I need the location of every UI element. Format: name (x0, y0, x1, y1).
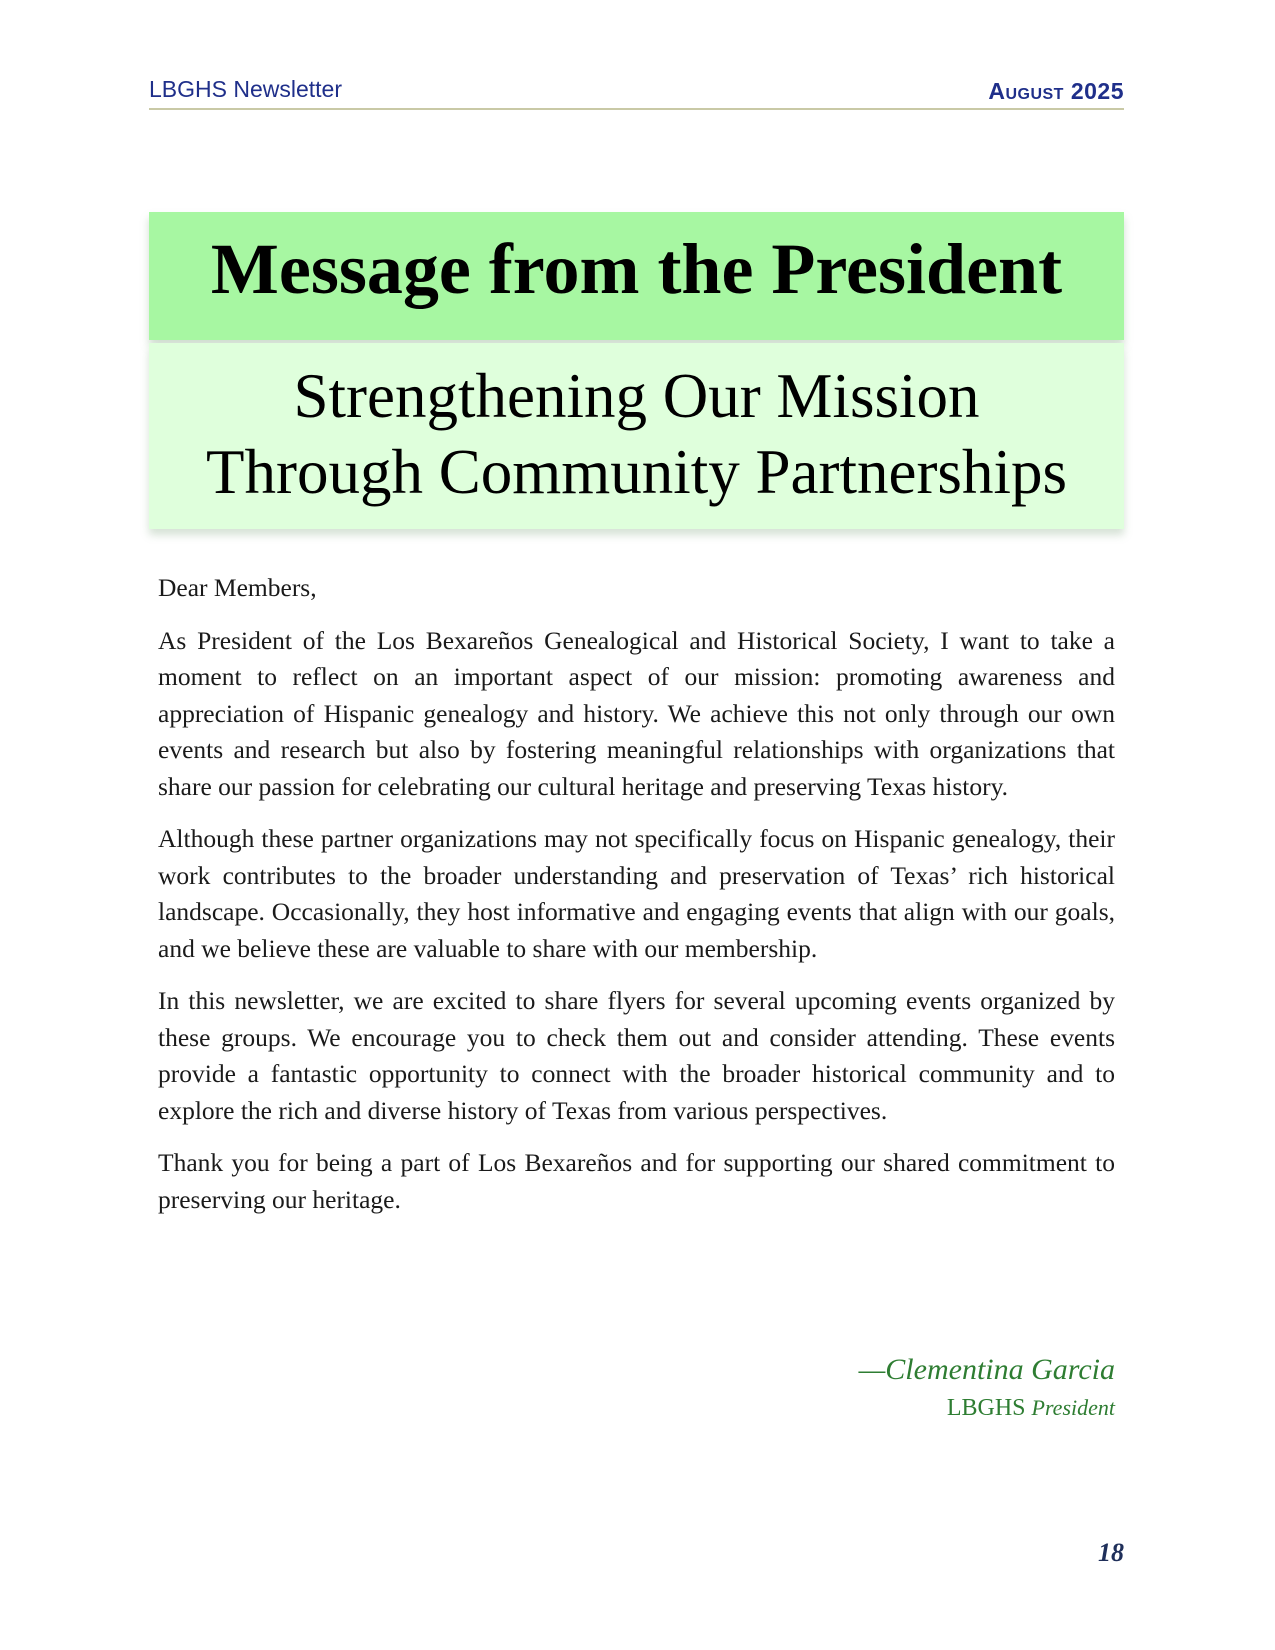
signature-block (859, 1350, 1115, 1426)
title-banner (149, 212, 1124, 340)
newsletter-date: August 2025 (988, 78, 1124, 104)
letter-paragraph: As President of the Los Bexareños Genealogical and Historical Society, I want to take a moment to reflect on an important aspect of our mission: promoting awareness and appreciation of Hispanic genealogy and history. We achieve this not only through our own events and research but also by fostering meaningful relationships with organizations that share our passion for celebrating our cultural heritage and preserving Texas history. (158, 625, 1115, 801)
letter-body (158, 570, 1115, 1234)
signature-org: LBGHS (946, 1395, 1026, 1421)
newsletter-title: LBGHS Newsletter (149, 76, 343, 102)
page-header (149, 72, 1124, 110)
page-title: Message from the President (210, 229, 1063, 309)
letter-paragraph: In this newsletter, we are excited to share flyers for several upcoming events organized by these groups. We encourage you to check them out and consider attending. These events provide a fantastic opportunity to connect with the broader historical community and to explore the rich and diverse history of Texas from various perspectives. (158, 986, 1115, 1125)
letter-paragraph: Although these partner organizations may not specifically focus on Hispanic genealogy, their work contributes to the broader understanding and preservation of Texas’ rich historical landscape. Occasionally, they host informative and engaging events that align with our goals, and we believe these are valuable to share with our membership. (158, 824, 1115, 963)
signature-title (859, 1390, 1115, 1426)
subtitle-line-1: Strengthening Our Mission (293, 361, 980, 431)
signature-role: President (1031, 1395, 1115, 1420)
letter-paragraph: Thank you for being a part of Los Bexareños and for supporting our shared commitment to preserving our heritage. (158, 1148, 1115, 1214)
subtitle-banner (149, 343, 1124, 529)
signature-name: —Clementina Garcia (858, 1353, 1115, 1386)
subtitle-line-2: Through Community Partnerships (206, 437, 1067, 507)
letter-greeting: Dear Members, (158, 573, 317, 602)
page-number: 18 (1098, 1538, 1124, 1567)
